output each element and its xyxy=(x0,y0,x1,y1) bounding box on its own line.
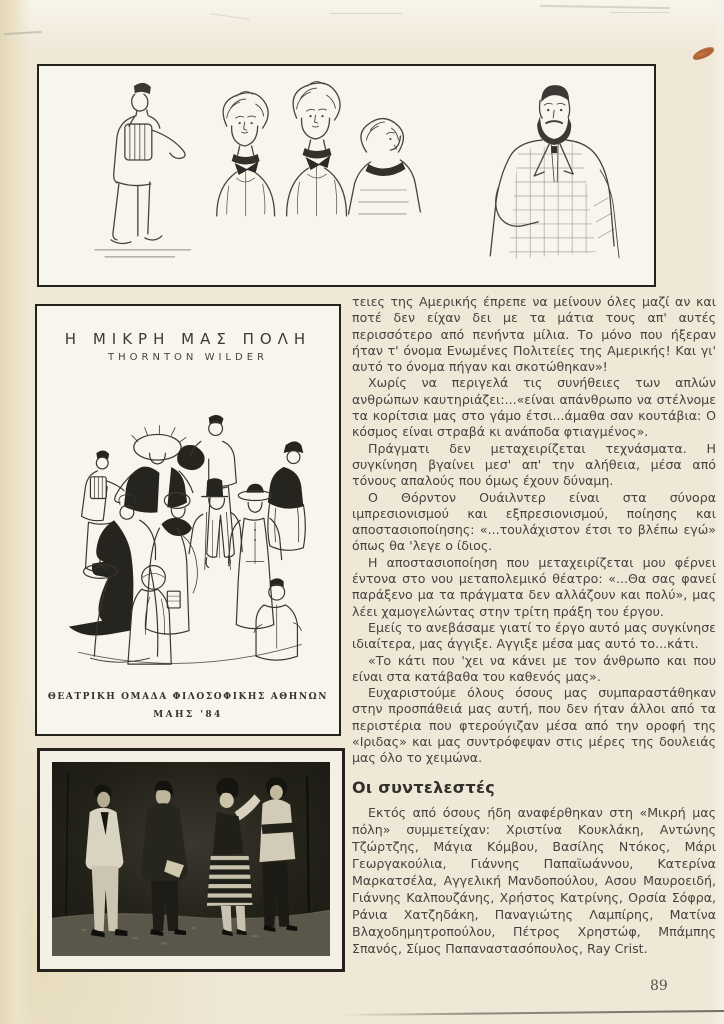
vintage-figures-illustration xyxy=(39,66,654,285)
top-illustration-panel xyxy=(37,64,656,287)
figure-tophat-man xyxy=(189,479,242,570)
article-paragraph: Ο Θόρντον Ουάιλντερ είναι στα σύνορα ιμπρεσιονισμού και εξπρεσιονισμού, ποίησης και αποστασιοποίησης: «...τουλάχιστον έτσι το βλέπω εγώ» όπως θα 'λεγε ο ίδιος. xyxy=(352,489,716,554)
article-paragraph: Πράγματι δεν μεταχειρίζεται τεχνάσματα. Η συγκίνηση βγαίνει μεσ' απ' την αλήθεια, μέσα από τόνους απαλούς που όμως έχουν δύναμη. xyxy=(352,440,716,489)
scan-smudge xyxy=(610,12,670,13)
stage-photo-image xyxy=(52,762,330,956)
figure-dark-jacket-woman xyxy=(69,494,158,662)
stage-photo xyxy=(52,762,330,956)
article-paragraph: Χωρίς να περιγελά τις συνήθειες των απλών ανθρώπων καυτηριάζει:...«είναι απάνθρωπο να στέλνομε τα κορίτσια μας στο γάμο έτσι...άμαθα σαν κουτάβια: Ο κόσμος είναι στραβά κι ανάποδα φτιαγμένος». xyxy=(352,375,716,440)
figure-bonnet-woman xyxy=(115,426,193,513)
woman-bust-figure xyxy=(217,92,275,216)
scan-smudge xyxy=(4,31,42,35)
poster-panel xyxy=(35,304,341,736)
play-author: THORNTON WILDER xyxy=(108,352,268,363)
girl-bust-figure xyxy=(348,119,420,214)
figure-front-boy xyxy=(254,578,301,660)
credits-heading: Οι συντελεστές xyxy=(352,777,495,797)
scan-artifact-line xyxy=(338,1010,724,1016)
townsfolk-illustration xyxy=(51,384,327,684)
theatre-group-caption: ΘΕΑΤΡΙΚΗ ΟΜΑΔΑ ΦΙΛΟΣΟΦΙΚΗΣ ΑΘΗΝΩΝ xyxy=(47,692,329,702)
article-paragraph: «Το κάτι που 'χει να κάνει με τον άνθρωπο και που είναι στα κατάβαθα του καθενός μας». xyxy=(352,652,716,684)
article-paragraph: Η αποστασιοποίηση που μεταχειρίζεται μου φέρνει έντονα στο νου μεταπολεμικό θέατρο: «...Θα σας φανεί παράξενο μα τα πράγματα δεν αλλάζουν και πολύ», μας λέει χαμογελώντας στην τρίτη πράξη του έργου. xyxy=(352,554,716,619)
scan-smudge xyxy=(210,13,250,20)
figure-coated-man xyxy=(268,441,305,550)
article-paragraph: Ευχαριστούμε όλους όσους μας συμπαραστάθηκαν στην προσπάθειά μας αυτή, που δεν ήταν άλλοι από τα περιστέρια που φτερούγιζαν μέσα από την οροφή της «Ιριδας» και μας συντρόφεψαν στις μέρες της δουλειάς μας όλο το χειμώνα. xyxy=(352,685,716,766)
woman-bust-figure xyxy=(287,82,347,216)
credits-paragraph: Εκτός από όσους ήδη αναφέρθηκαν στη «Μικρή μας πόλη» συμμετείχαν: Χριστίνα Κουκλάκη, Αντώνης Τζώρτζης, Μάγια Κόμβου, Βασίλης Ντόκος, Μάρι Γεωργακούλια, Γιάννης Παπαϊωάννου, Κατερίνα Μαρκατσέλα, Αγγελική Μανδοπούλου, Ασου Μαυροειδή, Γιάννης Καλπουζάνης, Χρήστος Κατρίνης, Ορσία Σόφρα, Ράνια Χατζηδάκη, Παναγιώτης Λαμπίρης, Ματίνα Βλαχοδημητροπούλου, Πέτρος Χρηστώφ, Μπάμπης Σπανός, Σίμος Παπαναστασόπουλος, Ray Crist. xyxy=(352,804,716,956)
man-with-accordion-figure xyxy=(95,83,191,257)
article-paragraph: τειες της Αμερικής έπρεπε να μείνουν όλες μαζί αν και ποτέ δεν είχαν δει με τα μάτια τους απ' αυτές περισσότερο από πενήντα μίλια. Το μόνο που ήξεραν ήταν τ' όνομα Ενωμένες Πολιτείες της Αμερικής! Και γι' αυτό το όνομα πήγαν και σκοτώθηκαν»! xyxy=(352,294,716,375)
scan-smudge xyxy=(330,13,402,14)
page-number: 89 xyxy=(650,978,668,994)
stain-mark xyxy=(691,45,716,62)
group-illustration xyxy=(51,384,327,684)
article-text-column xyxy=(352,294,716,957)
article-paragraph: Εμείς το ανεβάσαμε γιατί το έργο αυτό μας συγκίνησε ιδιαίτερα, μας άγγιξε. Αγγιξε μέσα μας αυτό το...κάτι. xyxy=(352,619,716,652)
stage-photo-panel xyxy=(37,748,345,972)
bearded-man-figure xyxy=(490,85,628,266)
figure-boa-woman xyxy=(146,493,198,635)
figure-girl-with-book xyxy=(128,566,180,665)
play-title: Η ΜΙΚΡΗ ΜΑΣ ΠΟΛΗ xyxy=(64,330,312,348)
scan-smudge xyxy=(540,5,670,9)
performance-date-caption: ΜΑΗΣ '84 xyxy=(153,710,223,720)
